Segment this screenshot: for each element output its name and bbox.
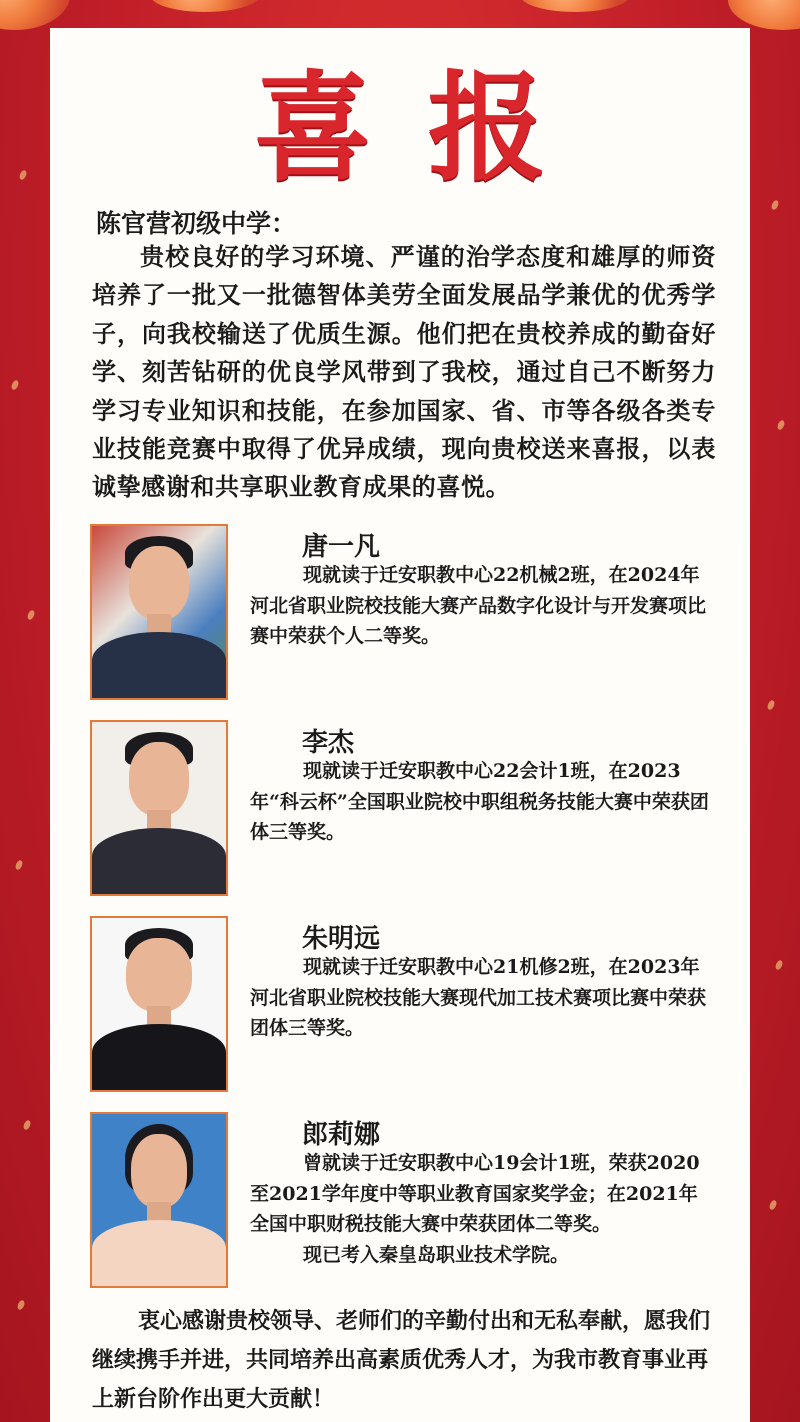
student-card bbox=[90, 916, 720, 1092]
student-name: 唐一凡 bbox=[302, 532, 381, 562]
shirt-shape bbox=[92, 1220, 226, 1288]
student-description-text: 现就读于迁安职教中心22会计1班，在2023年“科云杯”全国职业院校中职组税务技能大赛中荣获团体三等奖。 bbox=[250, 760, 709, 843]
page-title: 喜报 bbox=[253, 58, 602, 197]
student-description-extra: 现已考入秦皇岛职业技术学院。 bbox=[303, 1243, 570, 1266]
greeting: 陈官营初级中学： bbox=[96, 209, 297, 238]
student-photo bbox=[90, 524, 228, 700]
student-description bbox=[250, 756, 716, 848]
closing-paragraph: 衷心感谢贵校领导、老师们的辛勤付出和无私奉献，愿我们继续携手并进，共同培养出高素质优秀人才，为我市教育事业再上新台阶作出更大贡献！ bbox=[92, 1308, 711, 1412]
student-description bbox=[250, 1148, 716, 1270]
student-card bbox=[90, 720, 720, 896]
student-photo bbox=[90, 916, 228, 1092]
student-card bbox=[90, 524, 720, 700]
face-shape bbox=[126, 938, 192, 1012]
student-photo bbox=[90, 1112, 228, 1288]
student-description-text: 现就读于迁安职教中心22机械2班，在2024年河北省职业院校技能大赛产品数字化设计与开发赛项比赛中荣获个人二等奖。 bbox=[250, 564, 707, 647]
student-description bbox=[250, 560, 716, 652]
student-description-text: 现就读于迁安职教中心21机修2班，在2023年河北省职业院校技能大赛现代加工技术赛项比赛中荣获团体三等奖。 bbox=[250, 956, 707, 1039]
student-card bbox=[90, 1112, 720, 1292]
face-shape bbox=[129, 546, 189, 620]
student-description bbox=[250, 952, 716, 1044]
shirt-shape bbox=[92, 632, 226, 700]
student-name: 朱明远 bbox=[302, 924, 381, 954]
intro-paragraph: 贵校良好的学习环境、严谨的治学态度和雄厚的师资培养了一批又一批德智体美劳全面发展品学兼优的优秀学子，向我校输送了优质生源。他们把在贵校养成的勤奋好学、刻苦钻研的优良学风带到了我校，通过自己不断努力学习专业知识和技能，在参加国家、省、市等各级各类专业技能竞赛中取得了优异成绩，现向贵校送来喜报，以表诚挚感谢和共享职业教育成果的喜悦。 bbox=[92, 242, 716, 502]
face-shape bbox=[129, 742, 189, 816]
student-description-text: 曾就读于迁安职教中心19会计1班，荣获2020至2021学年度中等职业教育国家奖学金；在2021年全国中职财税技能大赛中荣获团体二等奖。 bbox=[250, 1152, 700, 1235]
shirt-shape bbox=[92, 1024, 226, 1092]
student-name: 李杰 bbox=[302, 728, 355, 758]
student-photo bbox=[90, 720, 228, 896]
shirt-shape bbox=[92, 828, 226, 896]
face-shape bbox=[131, 1134, 187, 1208]
student-name: 郎莉娜 bbox=[302, 1120, 381, 1150]
